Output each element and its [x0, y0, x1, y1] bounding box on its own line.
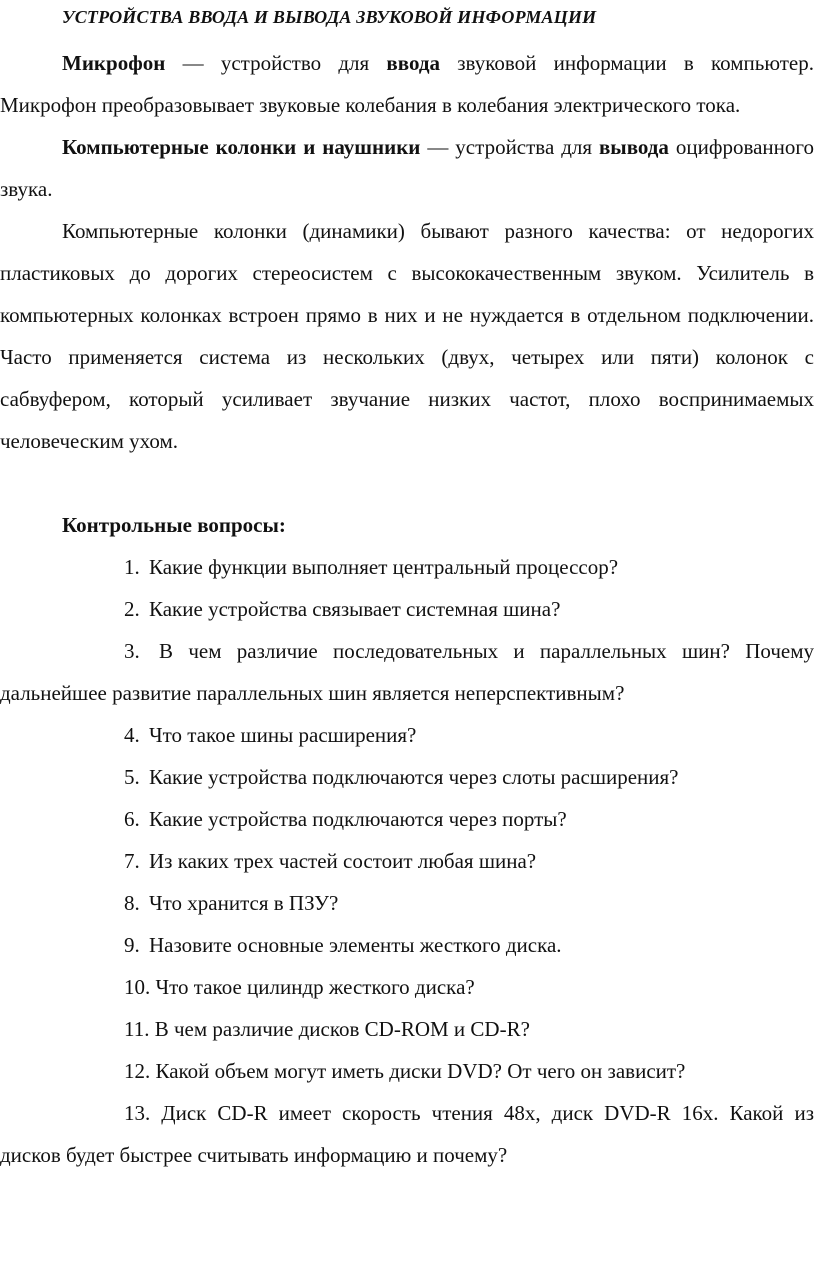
paragraph-speakers-quality: Компьютерные колонки (динамики) бывают разного качества: от недорогих пластиковых до дорогих стереосистем с высококачественным звуком. Усилитель в компьютерных колонках встроен прямо в них и не нуждается в отдельном подключении. Часто применяется система из нескольких (двух, четырех или пяти) колонок с сабвуфером, который усиливает звучание низких частот, плохо воспринимаемых человеческим ухом.: [0, 219, 814, 453]
text: оцифрованного звука.: [0, 135, 814, 201]
question-number: 5.: [124, 765, 140, 789]
question-text: Какой объем могут иметь диски DVD? От чего он зависит?: [155, 1059, 686, 1083]
term-speakers: Компьютерные колонки и наушники: [62, 135, 421, 159]
question-text: В чем различие дисков CD-ROM и CD-R?: [154, 1017, 530, 1041]
question-text: Из каких трех частей состоит любая шина?: [149, 849, 537, 873]
text: — устройства для: [420, 135, 599, 159]
question-text: Какие устройства подключаются через порты?: [149, 807, 567, 831]
question-number: 8.: [124, 891, 140, 915]
question-text: Что хранится в ПЗУ?: [149, 891, 339, 915]
question-item: [0, 630, 814, 714]
question-item: [0, 882, 814, 924]
question-text: Что такое шины расширения?: [149, 723, 417, 747]
question-number: 4.: [124, 723, 140, 747]
question-number: 10.: [124, 975, 151, 999]
text: звуковой информации в компьютер. Микрофон преобразовывает звуковые колебания в колебания электрического тока.: [0, 51, 814, 117]
question-text: В чем различие последовательных и параллельных шин? Почему дальнейшее развитие параллельных шин является неперспективным?: [0, 639, 814, 705]
question-number: 3.: [124, 639, 140, 663]
emphasis-output: вывода: [598, 135, 669, 159]
question-number: 1.: [124, 555, 140, 579]
question-number: 7.: [124, 849, 140, 873]
question-text: Назовите основные элементы жесткого диска.: [149, 933, 562, 957]
question-item: [0, 966, 814, 1008]
question-item: [0, 756, 814, 798]
question-number: 11.: [124, 1017, 150, 1041]
question-number: 9.: [124, 933, 140, 957]
paragraph-microphone: [0, 42, 814, 126]
question-text: Какие устройства подключаются через слоты расширения?: [149, 765, 679, 789]
question-item: [0, 798, 814, 840]
question-item: [0, 1008, 814, 1050]
document-body: [0, 42, 814, 1176]
question-item: [0, 924, 814, 966]
question-number: 6.: [124, 807, 140, 831]
questions-list: [0, 546, 814, 1176]
question-item: [0, 588, 814, 630]
question-text: Что такое цилиндр жесткого диска?: [155, 975, 475, 999]
text: — устройство для: [165, 51, 387, 75]
question-item: [0, 1092, 814, 1176]
question-number: 2.: [124, 597, 140, 621]
questions-heading: Контрольные вопросы:: [62, 513, 286, 537]
question-text: Какие функции выполняет центральный процессор?: [149, 555, 619, 579]
question-item: [0, 1050, 814, 1092]
question-number: 12.: [124, 1059, 151, 1083]
question-number: 13.: [124, 1101, 151, 1125]
question-item: [0, 840, 814, 882]
question-text: Диск CD-R имеет скорость чтения 48x, диск DVD-R 16x. Какой из дисков будет быстрее считывать информацию и почему?: [0, 1101, 814, 1167]
term-microphone: Микрофон: [62, 51, 166, 75]
section-title: УСТРОЙСТВА ВВОДА И ВЫВОДА ЗВУКОВОЙ ИНФОРМАЦИИ: [62, 7, 597, 27]
paragraph-speakers: [0, 126, 814, 210]
emphasis-input: ввода: [386, 51, 440, 75]
spacer: [0, 462, 814, 504]
question-item: [0, 714, 814, 756]
question-item: [0, 546, 814, 588]
question-text: Какие устройства связывает системная шина?: [149, 597, 561, 621]
